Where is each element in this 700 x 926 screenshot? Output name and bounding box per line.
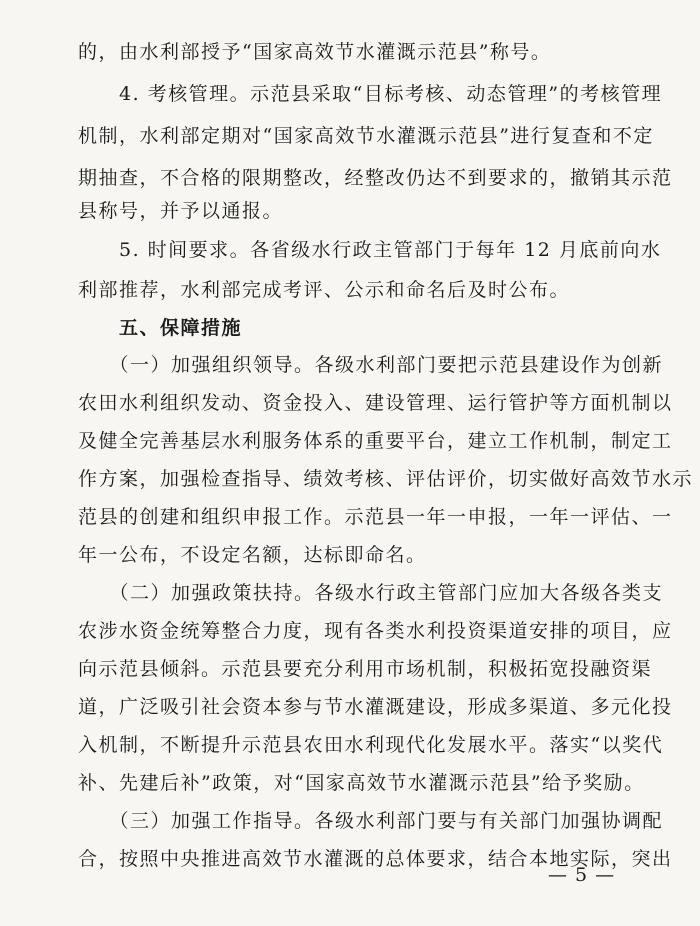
- text-line: 县称号，并予以通报。: [78, 200, 284, 222]
- section-heading: 五、保障措施: [78, 317, 243, 339]
- text-line: 机制，水利部定期对“国家高效节水灌溉示范县”进行复查和不定: [78, 125, 654, 147]
- text-line: 的，由水利部授予“国家高效节水灌溉示范县”称号。: [78, 41, 552, 63]
- text-line: 向示范县倾斜。示范县要充分利用市场机制，积极拓宽投融资渠: [78, 658, 653, 680]
- text-line: 范县的创建和组织申报工作。示范县一年一申报，一年一评估、一: [78, 506, 673, 528]
- text-line: 5. 时间要求。各省级水行政主管部门于每年 12 月底前向水: [78, 239, 662, 261]
- page-number: — 5 —: [548, 864, 616, 886]
- text-line: 利部推荐，水利部完成考评、公示和命名后及时公布。: [78, 279, 571, 301]
- text-line: 农涉水资金统筹整合力度，现有各类水利投资渠道安排的项目，应: [78, 620, 673, 642]
- text-line: 入机制，不断提升示范县农田水利现代化发展水平。落实“以奖代: [78, 734, 664, 756]
- text-line: 作方案，加强检查指导、绩效考核、评估评价，切实做好高效节水示: [78, 468, 694, 490]
- text-line: 补、先建后补”政策，对“国家高效节水灌溉示范县”给予奖励。: [78, 772, 645, 794]
- text-line: 4. 考核管理。示范县采取“目标考核、动态管理”的考核管理: [78, 83, 663, 105]
- text-line: 期抽查，不合格的限期整改，经整改仍达不到要求的，撤销其示范: [78, 167, 673, 189]
- text-line: 道，广泛吸引社会资本参与节水灌溉建设，形成多渠道、多元化投: [78, 696, 673, 718]
- text-line: （三）加强工作指导。各级水利部门要与有关部门加强协调配: [78, 810, 664, 832]
- text-line: （一）加强组织领导。各级水利部门要把示范县建设作为创新: [78, 354, 664, 376]
- text-line: （二）加强政策扶持。各级水行政主管部门应加大各级各类支: [78, 582, 664, 604]
- text-line: 及健全完善基层水利服务体系的重要平台，建立工作机制，制定工: [78, 430, 673, 452]
- text-line: 农田水利组织发动、资金投入、建设管理、运行管护等方面机制以: [78, 392, 673, 414]
- text-line: 合，按照中央推进高效节水灌溉的总体要求，结合本地实际，突出: [78, 848, 673, 870]
- text-line: 年一公布，不设定名额，达标即命名。: [78, 544, 427, 566]
